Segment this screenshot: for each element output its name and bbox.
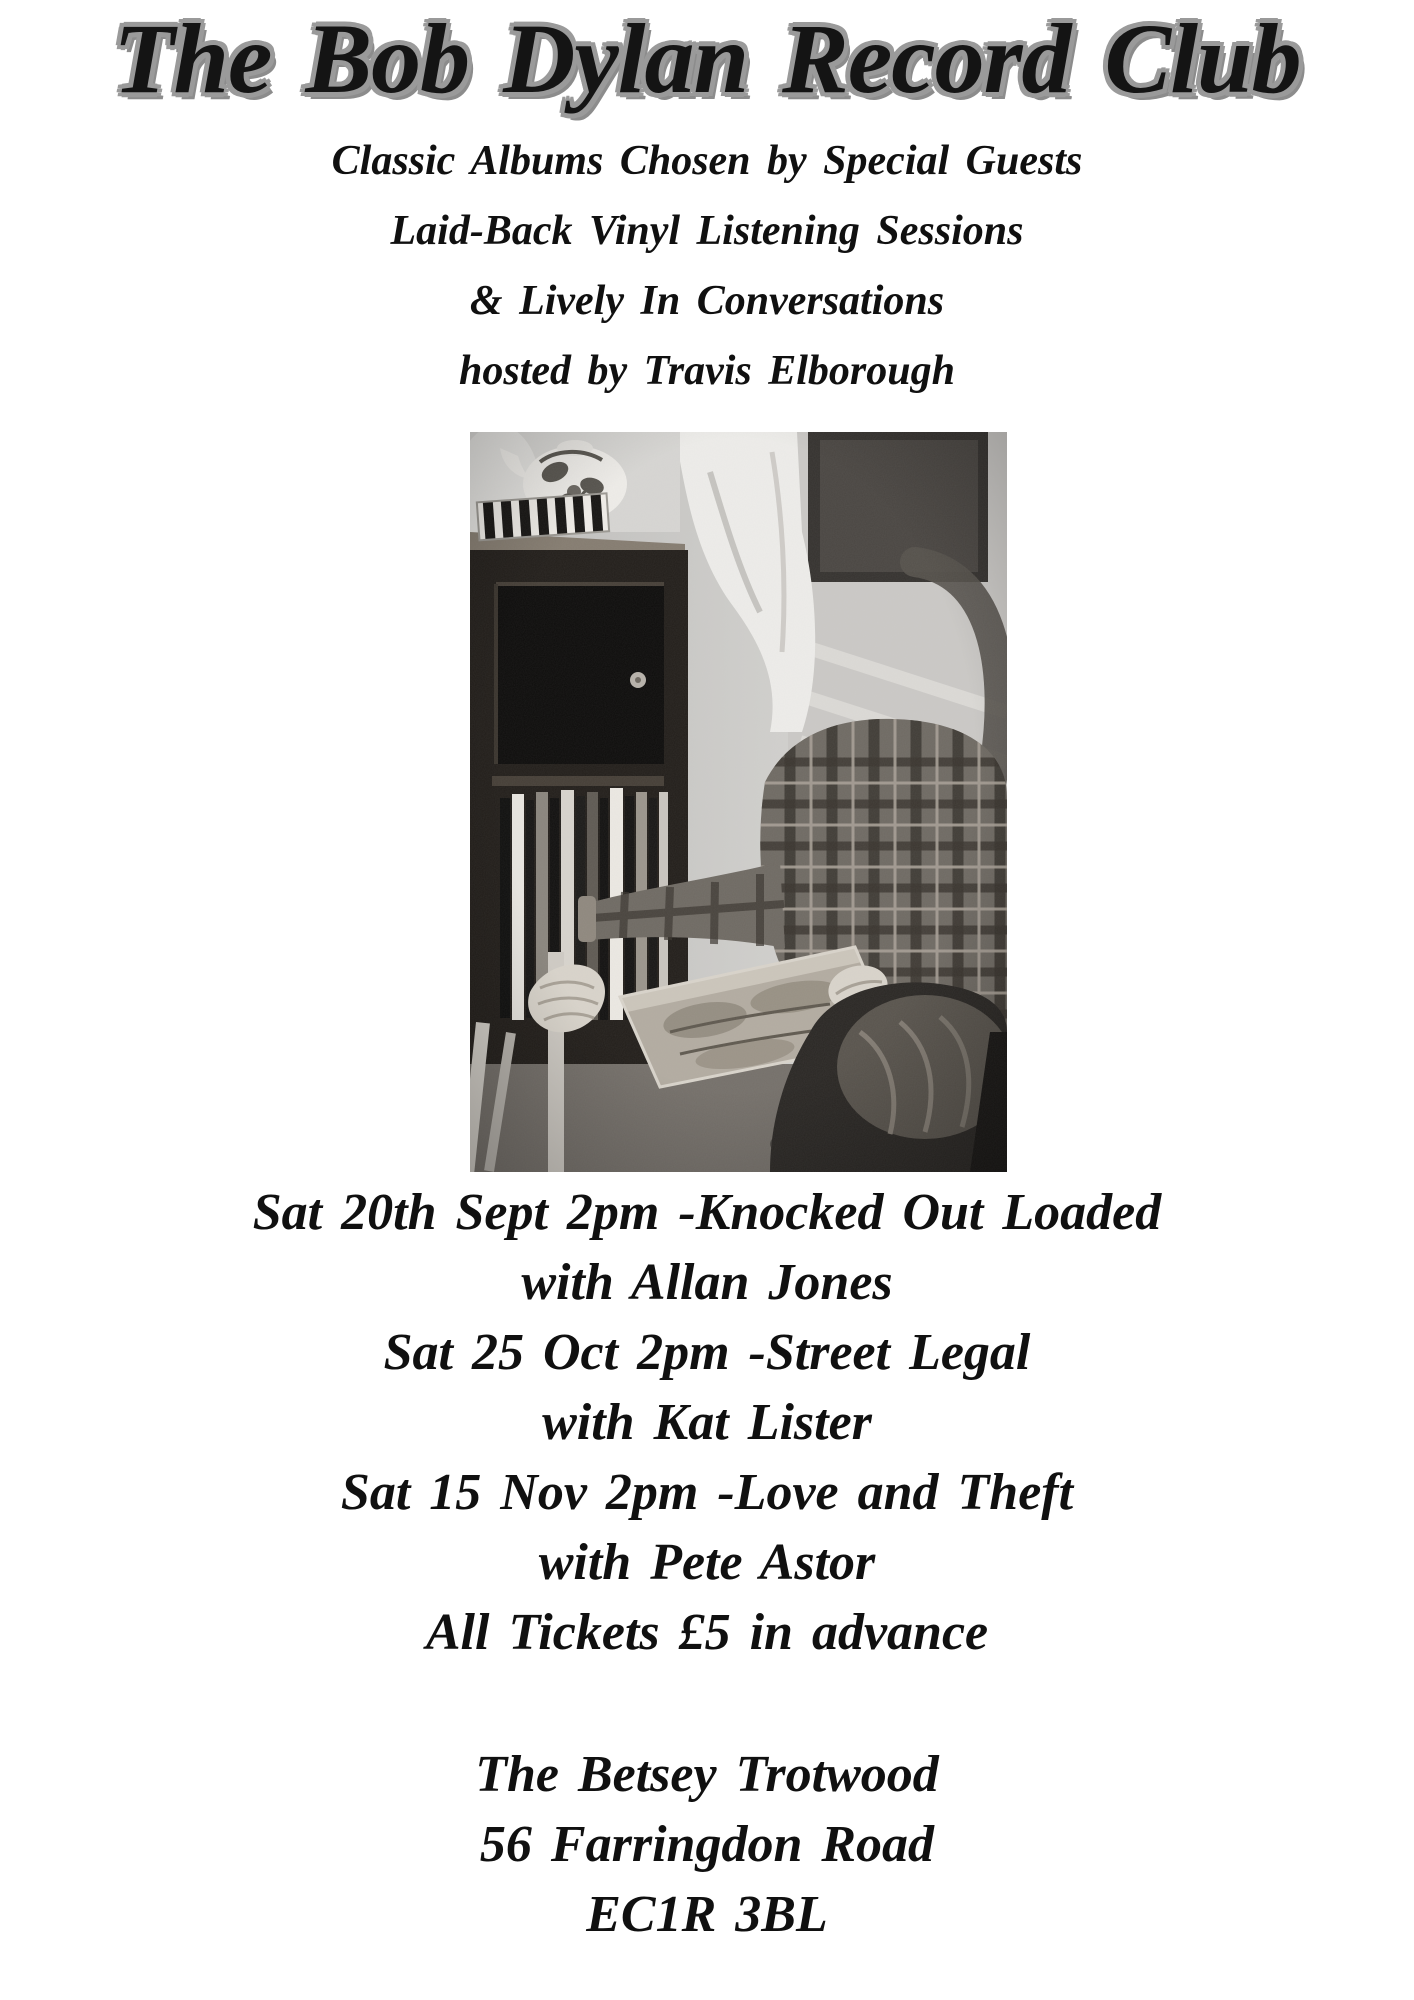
events-block: [31, 1178, 1383, 1668]
event-1-date-line: Sat 20th Sept 2pm -Knocked Out Loaded: [252, 1184, 1162, 1241]
event-3-guest-line: with Pete Astor: [538, 1534, 876, 1591]
subtitle-line-3: & Lively In Conversations: [469, 278, 945, 324]
event-1-guest-line: with Allan Jones: [521, 1254, 893, 1311]
event-2-date-line: Sat 25 Oct 2pm -Street Legal: [383, 1324, 1031, 1381]
event-2-guest-line: with Kat Lister: [542, 1394, 872, 1451]
photo-artwork: [470, 432, 1007, 1172]
subtitle-block: [31, 126, 1383, 406]
tickets-line: All Tickets £5 in advance: [425, 1604, 989, 1661]
bob-dylan-photo: [470, 432, 1007, 1172]
subtitle-line-4: hosted by Travis Elborough: [459, 348, 955, 394]
event-3-date-line: Sat 15 Nov 2pm -Love and Theft: [340, 1464, 1074, 1521]
venue-postcode: EC1R 3BL: [586, 1886, 828, 1943]
subtitle-line-1: Classic Albums Chosen by Special Guests: [331, 138, 1083, 184]
subtitle-line-2: Laid-Back Vinyl Listening Sessions: [390, 208, 1024, 254]
venue-block: [31, 1740, 1383, 1950]
venue-street: 56 Farringdon Road: [479, 1816, 935, 1873]
poster-title: The Bob Dylan Record Club: [113, 3, 1301, 114]
venue-name: The Betsey Trotwood: [475, 1746, 939, 1803]
